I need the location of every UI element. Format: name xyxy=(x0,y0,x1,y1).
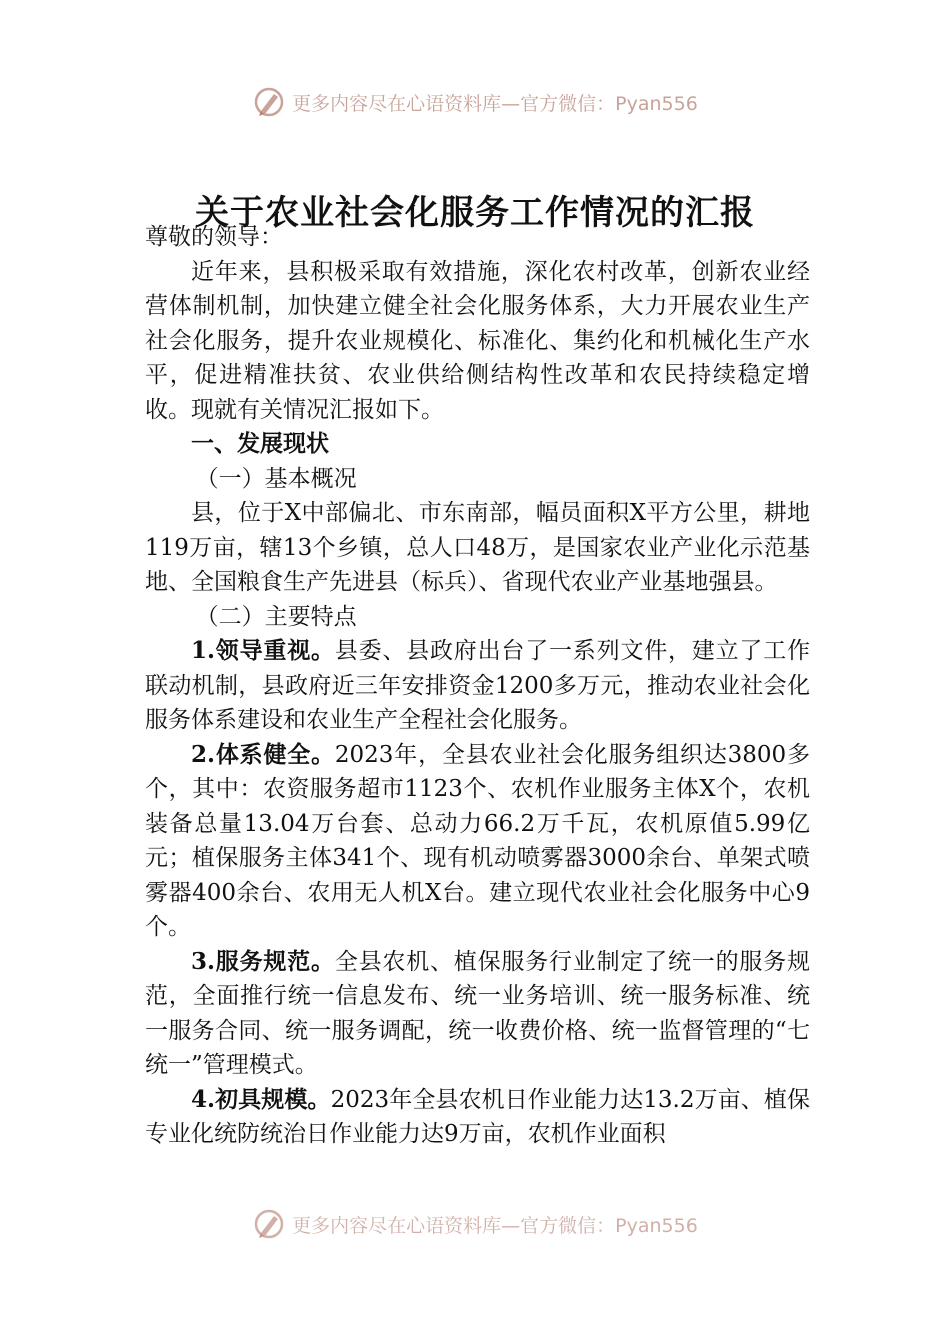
salutation: 尊敬的领导： xyxy=(145,224,283,250)
subsection-heading-features: （二）主要特点 xyxy=(195,603,357,630)
footer-watermark-text: 更多内容尽在心语资料库—官方微信：Pyan556 xyxy=(292,1214,698,1237)
footer-watermark xyxy=(0,1204,950,1244)
document-title: 关于农业社会化服务工作情况的汇报 xyxy=(195,193,755,233)
document-body xyxy=(145,220,810,1152)
feature-lead-2: 2.体系健全。 xyxy=(191,740,335,768)
feature-text-2: 2023年，全县农业社会化服务组织达3800多个，其中：农资服务超市1123个、农机作业服务主体X个，农机装备总量13.04万台套、总动力66.2万千瓦，农机原值5.99亿元；植保服务主体341个、现有机动喷雾器3000余台、单架式喷雾器400余台、农用无人机X台。建立现代农业社会化服务中心9个。 xyxy=(145,741,810,940)
feature-lead-3: 3.服务规范。 xyxy=(191,947,335,975)
feature-paragraph-2 xyxy=(145,738,810,945)
subsection-heading-overview: （一）基本概况 xyxy=(195,465,357,492)
feature-lead-4: 4.初具规模。 xyxy=(191,1085,331,1113)
feature-lead-1: 1.领导重视。 xyxy=(191,637,335,664)
section-heading-development-status: 一、发展现状 xyxy=(191,430,329,457)
feature-paragraph-1 xyxy=(145,634,810,738)
pen-logo-icon xyxy=(252,85,286,119)
feature-paragraph-4 xyxy=(145,1083,810,1152)
feature-paragraph-3 xyxy=(145,945,810,1083)
header-watermark-text: 更多内容尽在心语资料库—官方微信：Pyan556 xyxy=(292,92,698,115)
pen-logo-icon xyxy=(252,1207,286,1241)
overview-paragraph: 县，位于X中部偏北、市东南部，幅员面积X平方公里，耕地119万亩，辖13个乡镇，总人口48万，是国家农业产业化示范基地、全国粮食生产先进县（标兵）、省现代农业产业基地强县。 xyxy=(145,500,810,595)
intro-paragraph: 近年来，县积极采取有效措施，深化农村改革，创新农业经营体制机制，加快建立健全社会化服务体系，大力开展农业生产社会化服务，提升农业规模化、标准化、集约化和机械化生产水平，促进精准扶贫、农业供给侧结构性改革和农民持续稳定增收。现就有关情况汇报如下。 xyxy=(145,258,810,423)
header-watermark xyxy=(0,82,950,122)
feature-text-4: 2023年全县农机日作业能力达13.2万亩、植保专业化统防统治日作业能力达9万亩，农机作业面积 xyxy=(145,1086,810,1147)
feature-text-3: 全县农机、植保服务行业制定了统一的服务规范，全面推行统一信息发布、统一业务培训、统一服务标准、统一服务合同、统一服务调配，统一收费价格、统一监督管理的“七统一”管理模式。 xyxy=(145,948,811,1078)
feature-text-1: 县委、县政府出台了一系列文件，建立了工作联动机制，县政府近三年安排资金1200多万元，推动农业社会化服务体系建设和农业生产全程社会化服务。 xyxy=(145,638,811,733)
